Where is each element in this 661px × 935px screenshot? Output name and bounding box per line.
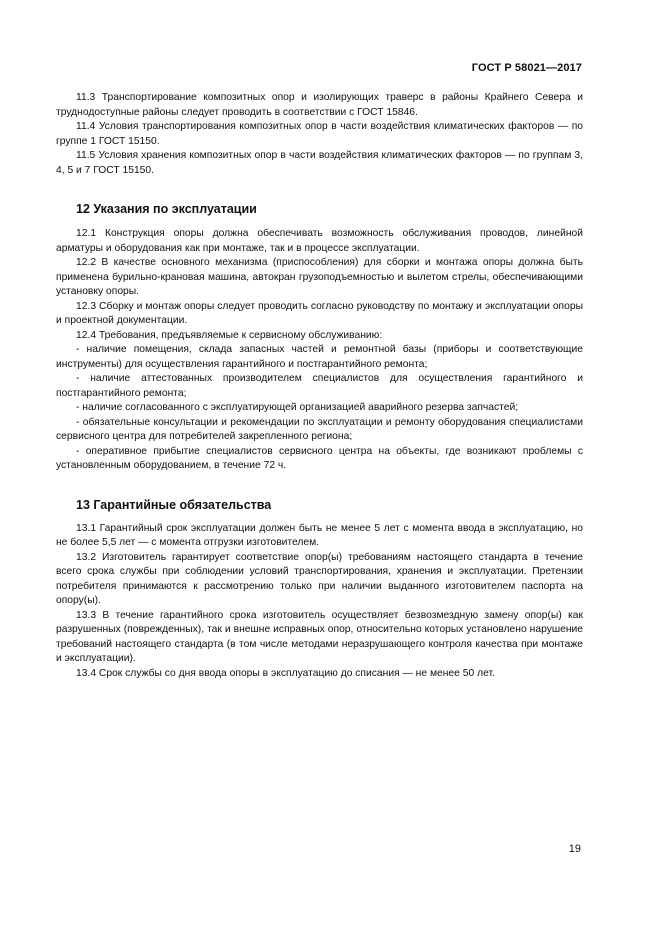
- paragraph-11-5: 11.5 Условия хранения композитных опор в части воздействия климатических факторов — по группам 3, 4, 5 и 7 ГОСТ 15150.: [56, 150, 583, 176]
- paragraph-11-4: 11.4 Условия транспортирования композитных опор в части воздействия климатических факторов — по группе 1 ГОСТ 15150.: [56, 121, 583, 147]
- paragraph-13-2: 13.2 Изготовитель гарантирует соответствие опор(ы) требованиям настоящего стандарта в течение всего срока службы при соблюдении условий транспортирования, хранения и эксплуатации. Претензии потребителя принимаются к рассмотрению только при наличии выданного изготовителем паспорта на опору(ы).: [56, 551, 583, 606]
- list-item: - наличие аттестованных производителем специалистов для осуществления гарантийного и постгарантийного ремонта;: [56, 373, 583, 399]
- list-item: - обязательные консультации и рекомендации по эксплуатации и ремонту оборудования специалистами сервисного центра для потребителей закрепленного региона;: [56, 416, 583, 442]
- page-number: 19: [568, 843, 581, 855]
- list-item: - оперативное прибытие специалистов сервисного центра на объекты, где возникают проблемы с установленным оборудованием, в течение 72 ч.: [56, 445, 583, 471]
- paragraph-13-1: 13.1 Гарантийный срок эксплуатации должен быть не менее 5 лет с момента ввода в эксплуатацию, но не более 5,5 лет — с момента отгрузки изготовителем.: [56, 522, 583, 548]
- paragraph-13-4: 13.4 Срок службы со дня ввода опоры в эксплуатацию до списания — не менее 50 лет.: [76, 667, 495, 679]
- section-12-heading: 12 Указания по эксплуатации: [76, 202, 257, 216]
- paragraph-11-3: 11.3 Транспортирование композитных опор и изолирующих траверс в районы Крайнего Севера и труднодоступные районы следует проводить в соответствии с ГОСТ 15846.: [56, 92, 583, 118]
- paragraph-12-3: 12.3 Сборку и монтаж опоры следует проводить согласно руководству по монтажу и эксплуатации опоры и проектной документации.: [56, 300, 583, 326]
- list-item: - наличие согласованного с эксплуатирующей организацией аварийного резерва запчастей;: [76, 402, 519, 413]
- section-13-heading: 13 Гарантийные обязательства: [76, 497, 272, 512]
- page-content: [56, 91, 583, 681]
- paragraph-12-4: 12.4 Требования, предъявляемые к сервисному обслуживанию:: [76, 329, 383, 341]
- list-item: - наличие помещения, склада запасных частей и ремонтной базы (приборы и соответствующие инструменты) для осуществления гарантийного и постгарантийного ремонта;: [56, 344, 583, 370]
- standard-designation: ГОСТ Р 58021—2017: [471, 62, 582, 74]
- paragraph-12-2: 12.2 В качестве основного механизма (приспособления) для сборки и монтажа опоры должна быть применена бурильно-крановая машина, автокран грузоподъемностью и вылетом стрелы, обеспечивающими установку опоры.: [56, 257, 583, 297]
- paragraph-12-1: 12.1 Конструкция опоры должна обеспечивать возможность обслуживания проводов, линейной арматуры и оборудования как при монтаже, так и в процессе эксплуатации.: [56, 228, 583, 254]
- paragraph-13-3: 13.3 В течение гарантийного срока изготовитель осуществляет безвозмездную замену опор(ы) как разрушенных (поврежденных), так и внешне исправных опор, относительно которых установлено нарушение требований настоящего стандарта (в том числе методами неразрушающего контроля качества при монтаже и эксплуатации).: [56, 609, 583, 664]
